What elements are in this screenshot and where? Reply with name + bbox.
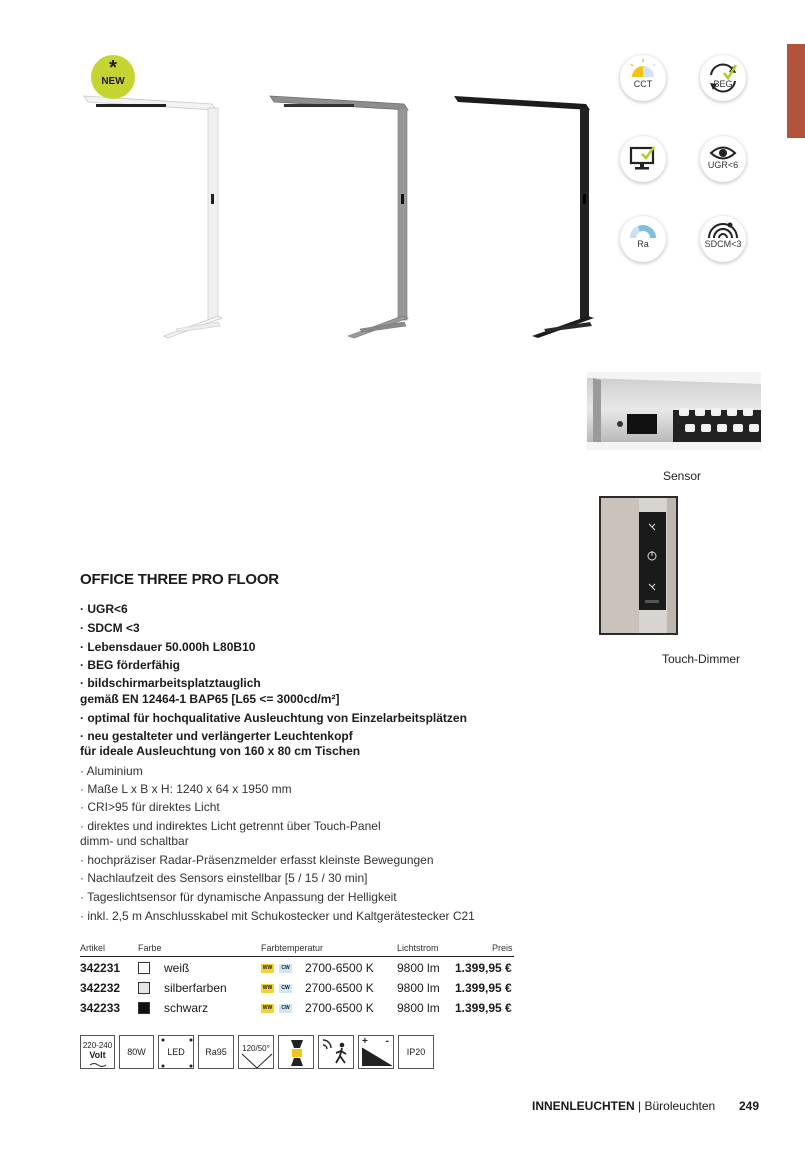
section-tab	[787, 44, 805, 138]
row-lichtstrom: 9800 lm	[397, 1001, 440, 1015]
feature-line: · Maße L x B x H: 1240 x 64 x 1950 mm	[80, 782, 292, 796]
product-title: OFFICE THREE PRO FLOOR	[80, 571, 279, 588]
ww-tag: WW	[262, 965, 273, 971]
feature-line: · bildschirmarbeitsplatztauglich	[80, 676, 261, 690]
beg-icon	[700, 55, 746, 101]
ra95-label: Ra95	[205, 1047, 227, 1057]
row-preis: 1.399,95 €	[455, 1001, 512, 1015]
color-swatch	[138, 962, 150, 974]
ip20-icon	[398, 1035, 434, 1069]
color-swatch	[138, 982, 150, 994]
row-preis: 1.399,95 €	[455, 981, 512, 995]
ww-tag: WW	[262, 985, 273, 991]
footer-subsection: Büroleuchten	[644, 1099, 716, 1113]
feature-line: · SDCM <3	[80, 621, 140, 635]
page-footer	[532, 1099, 715, 1113]
row-preis: 1.399,95 €	[455, 961, 512, 975]
feature-line: · optimal für hochqualitative Ausleuchtung von Einzelarbeitsplätzen	[80, 711, 467, 725]
cw-tag: CW	[279, 964, 292, 973]
feature-line: · direktes und indirektes Licht getrennt über Touch-Panel	[80, 819, 381, 833]
row-farbtemperatur: 2700-6500 K	[305, 981, 374, 995]
row-farbe: schwarz	[164, 1001, 209, 1015]
new-badge	[91, 55, 135, 99]
touch-dimmer-caption: Touch-Dimmer	[662, 652, 741, 666]
sensor-photo	[587, 372, 761, 450]
lamp-white-image	[80, 90, 230, 340]
footer-section: INNENLEUCHTEN	[532, 1099, 635, 1113]
header-preis: Preis	[492, 943, 513, 953]
sdcm-icon	[700, 216, 746, 262]
star-icon: *	[109, 57, 117, 79]
feature-line: · hochpräziser Radar-Präsenzmelder erfasst kleinste Bewegungen	[80, 853, 434, 867]
dimmer-minus: -	[385, 1036, 389, 1047]
ip20-label: IP20	[406, 1047, 426, 1057]
new-badge-label: NEW	[101, 76, 125, 87]
voltage-icon	[80, 1035, 115, 1069]
cw-tag: CW	[279, 984, 292, 993]
feature-line: · Tageslichtsensor für dynamische Anpassung der Helligkeit	[80, 890, 397, 904]
feature-line: · inkl. 2,5 m Anschlusskabel mit Schukostecker und Kaltgerätestecker C21	[80, 909, 475, 923]
voltage-bottom-label: Volt	[89, 1050, 106, 1060]
row-farbtemperatur: 2700-6500 K	[305, 961, 374, 975]
page-number: 249	[739, 1099, 760, 1113]
ww-tag: WW	[262, 1005, 273, 1011]
touch-dimmer-photo	[599, 496, 678, 635]
led-icon	[158, 1035, 194, 1069]
feature-line: · neu gestalteter und verlängerter Leuchtenkopf	[80, 729, 353, 743]
row-farbtemperatur: 2700-6500 K	[305, 1001, 374, 1015]
row-farbe: silberfarben	[164, 981, 227, 995]
feature-line: · Lebensdauer 50.000h L80B10	[80, 640, 256, 654]
feature-line: für ideale Ausleuchtung von 160 x 80 cm Tischen	[80, 744, 361, 758]
motion-sensor-icon	[318, 1035, 354, 1069]
lamp-black-image	[452, 90, 602, 340]
up-down-light-icon	[278, 1035, 314, 1069]
cct-label: CCT	[633, 79, 653, 89]
header-artikel: Artikel	[80, 943, 106, 953]
ra-icon	[620, 216, 666, 262]
feature-line: · BEG förderfähig	[80, 658, 181, 672]
header-lichtstrom: Lichtstrom	[397, 943, 439, 953]
sdcm-label: SDCM<3	[704, 239, 742, 249]
row-artikel: 342233	[80, 1001, 121, 1015]
feature-line: gemäß EN 12464-1 BAP65 [L65 <= 3000cd/m²]	[80, 692, 340, 706]
beam-angle-icon	[238, 1035, 274, 1069]
row-artikel: 342231	[80, 961, 121, 975]
table-header-divider	[80, 956, 514, 957]
beg-label: BEG	[713, 79, 733, 89]
feature-line: · Aluminium	[80, 764, 143, 778]
cw-tag: CW	[279, 1004, 292, 1013]
feature-line: · UGR<6	[80, 602, 128, 616]
header-farbtemperatur: Farbtemperatur	[261, 943, 324, 953]
led-label: LED	[167, 1047, 185, 1057]
row-artikel: 342232	[80, 981, 121, 995]
wattage-icon	[119, 1035, 154, 1069]
sensor-caption: Sensor	[663, 469, 702, 483]
lamp-silver-image	[268, 90, 418, 340]
ra-label: Ra	[637, 239, 649, 249]
row-lichtstrom: 9800 lm	[397, 981, 440, 995]
wattage-label: 80W	[127, 1047, 146, 1057]
ugr-eye-icon	[700, 136, 746, 182]
monitor-icon	[620, 136, 666, 182]
color-swatch	[138, 1002, 150, 1014]
ugr-label: UGR<6	[707, 160, 739, 170]
row-farbe: weiß	[164, 961, 190, 975]
dimmer-plus: +	[362, 1036, 368, 1047]
dimmer-icon	[358, 1035, 394, 1069]
ra95-icon	[198, 1035, 234, 1069]
beam-angle-label: 120/50°	[242, 1044, 270, 1053]
feature-line: · CRI>95 für direktes Licht	[80, 800, 220, 814]
footer-separator: |	[634, 1099, 645, 1113]
feature-line: · Nachlaufzeit des Sensors einstellbar [5 / 15 / 30 min]	[80, 871, 368, 885]
voltage-top-label: 220-240	[82, 1041, 113, 1050]
header-farbe: Farbe	[138, 943, 162, 953]
row-lichtstrom: 9800 lm	[397, 961, 440, 975]
cct-icon	[620, 55, 666, 101]
feature-line: dimm- und schaltbar	[80, 834, 189, 848]
